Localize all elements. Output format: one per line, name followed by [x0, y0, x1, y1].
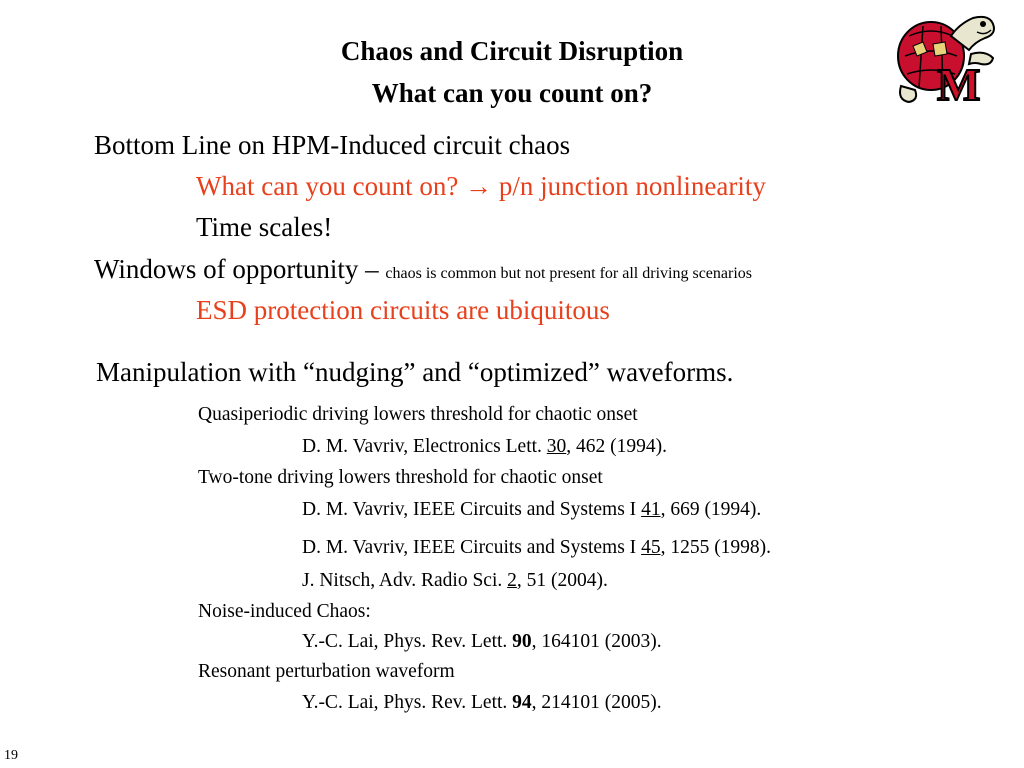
slide-number: 19 — [4, 748, 18, 763]
reference-entry-3 — [302, 537, 771, 559]
ref-citation: Y.-C. Lai, Phys. Rev. Lett. — [302, 631, 513, 652]
reference-entry-6 — [302, 692, 662, 714]
bottom-line-text: Bottom Line on HPM-Induced circuit chaos — [94, 130, 571, 160]
ref-pages-year: , 164101 (2003). — [531, 631, 662, 652]
terrapin-logo — [893, 6, 1001, 106]
windows-small-text: chaos is common but not present for all driving scenarios — [385, 265, 752, 282]
ref-volume: 90 — [512, 631, 532, 652]
ref-volume: 94 — [512, 692, 532, 713]
windows-dash: – — [358, 254, 386, 284]
noise-heading: Noise-induced Chaos: — [198, 601, 371, 622]
quasi-heading: Quasiperiodic driving lowers threshold for chaotic onset — [198, 404, 638, 425]
reference-entry-5 — [302, 631, 662, 653]
ref-volume: 30 — [546, 436, 567, 457]
windows-line — [94, 254, 752, 285]
twotone-heading: Two-tone driving lowers threshold for chaotic onset — [198, 467, 603, 488]
ref-pages-year: , 462 (1994). — [566, 436, 668, 457]
logo-letter-m: M — [937, 59, 981, 106]
ref-pages-year: , 1255 (1998). — [660, 537, 772, 558]
time-scales-text: Time scales! — [196, 212, 333, 242]
ref-citation: J. Nitsch, Adv. Radio Sci. — [302, 570, 508, 591]
ref-volume: 41 — [641, 499, 661, 520]
ref-pages-year: , 214101 (2005). — [531, 692, 662, 713]
ref-pages-year: , 669 (1994). — [660, 499, 762, 520]
esd-text: ESD protection circuits are ubiquitous — [196, 295, 610, 325]
slide-title-line1: Chaos and Circuit Disruption — [340, 36, 684, 66]
slide-title-line2: What can you count on? — [371, 78, 653, 108]
ref-volume: 45 — [641, 537, 661, 558]
ref-pages-year: , 51 (2004). — [516, 570, 608, 591]
reference-entry-1 — [302, 436, 667, 458]
terrapin-logo-graphic — [893, 6, 1001, 106]
manipulation-text: Manipulation with “nudging” and “optimized” waveforms. — [96, 357, 734, 387]
ref-citation: D. M. Vavriv, Electronics Lett. — [302, 436, 547, 457]
ref-volume: 2 — [507, 570, 517, 591]
windows-main-text: Windows of opportunity — [94, 254, 359, 284]
reference-entry-2 — [302, 499, 761, 521]
reference-entry-4 — [302, 570, 608, 592]
ref-citation: Y.-C. Lai, Phys. Rev. Lett. — [302, 692, 513, 713]
ref-citation: D. M. Vavriv, IEEE Circuits and Systems I — [302, 499, 642, 520]
resonant-heading: Resonant perturbation waveform — [198, 661, 455, 682]
count-on-text: What can you count on? → p/n junction nonlinearity — [196, 171, 766, 201]
ref-citation: D. M. Vavriv, IEEE Circuits and Systems I — [302, 537, 642, 558]
